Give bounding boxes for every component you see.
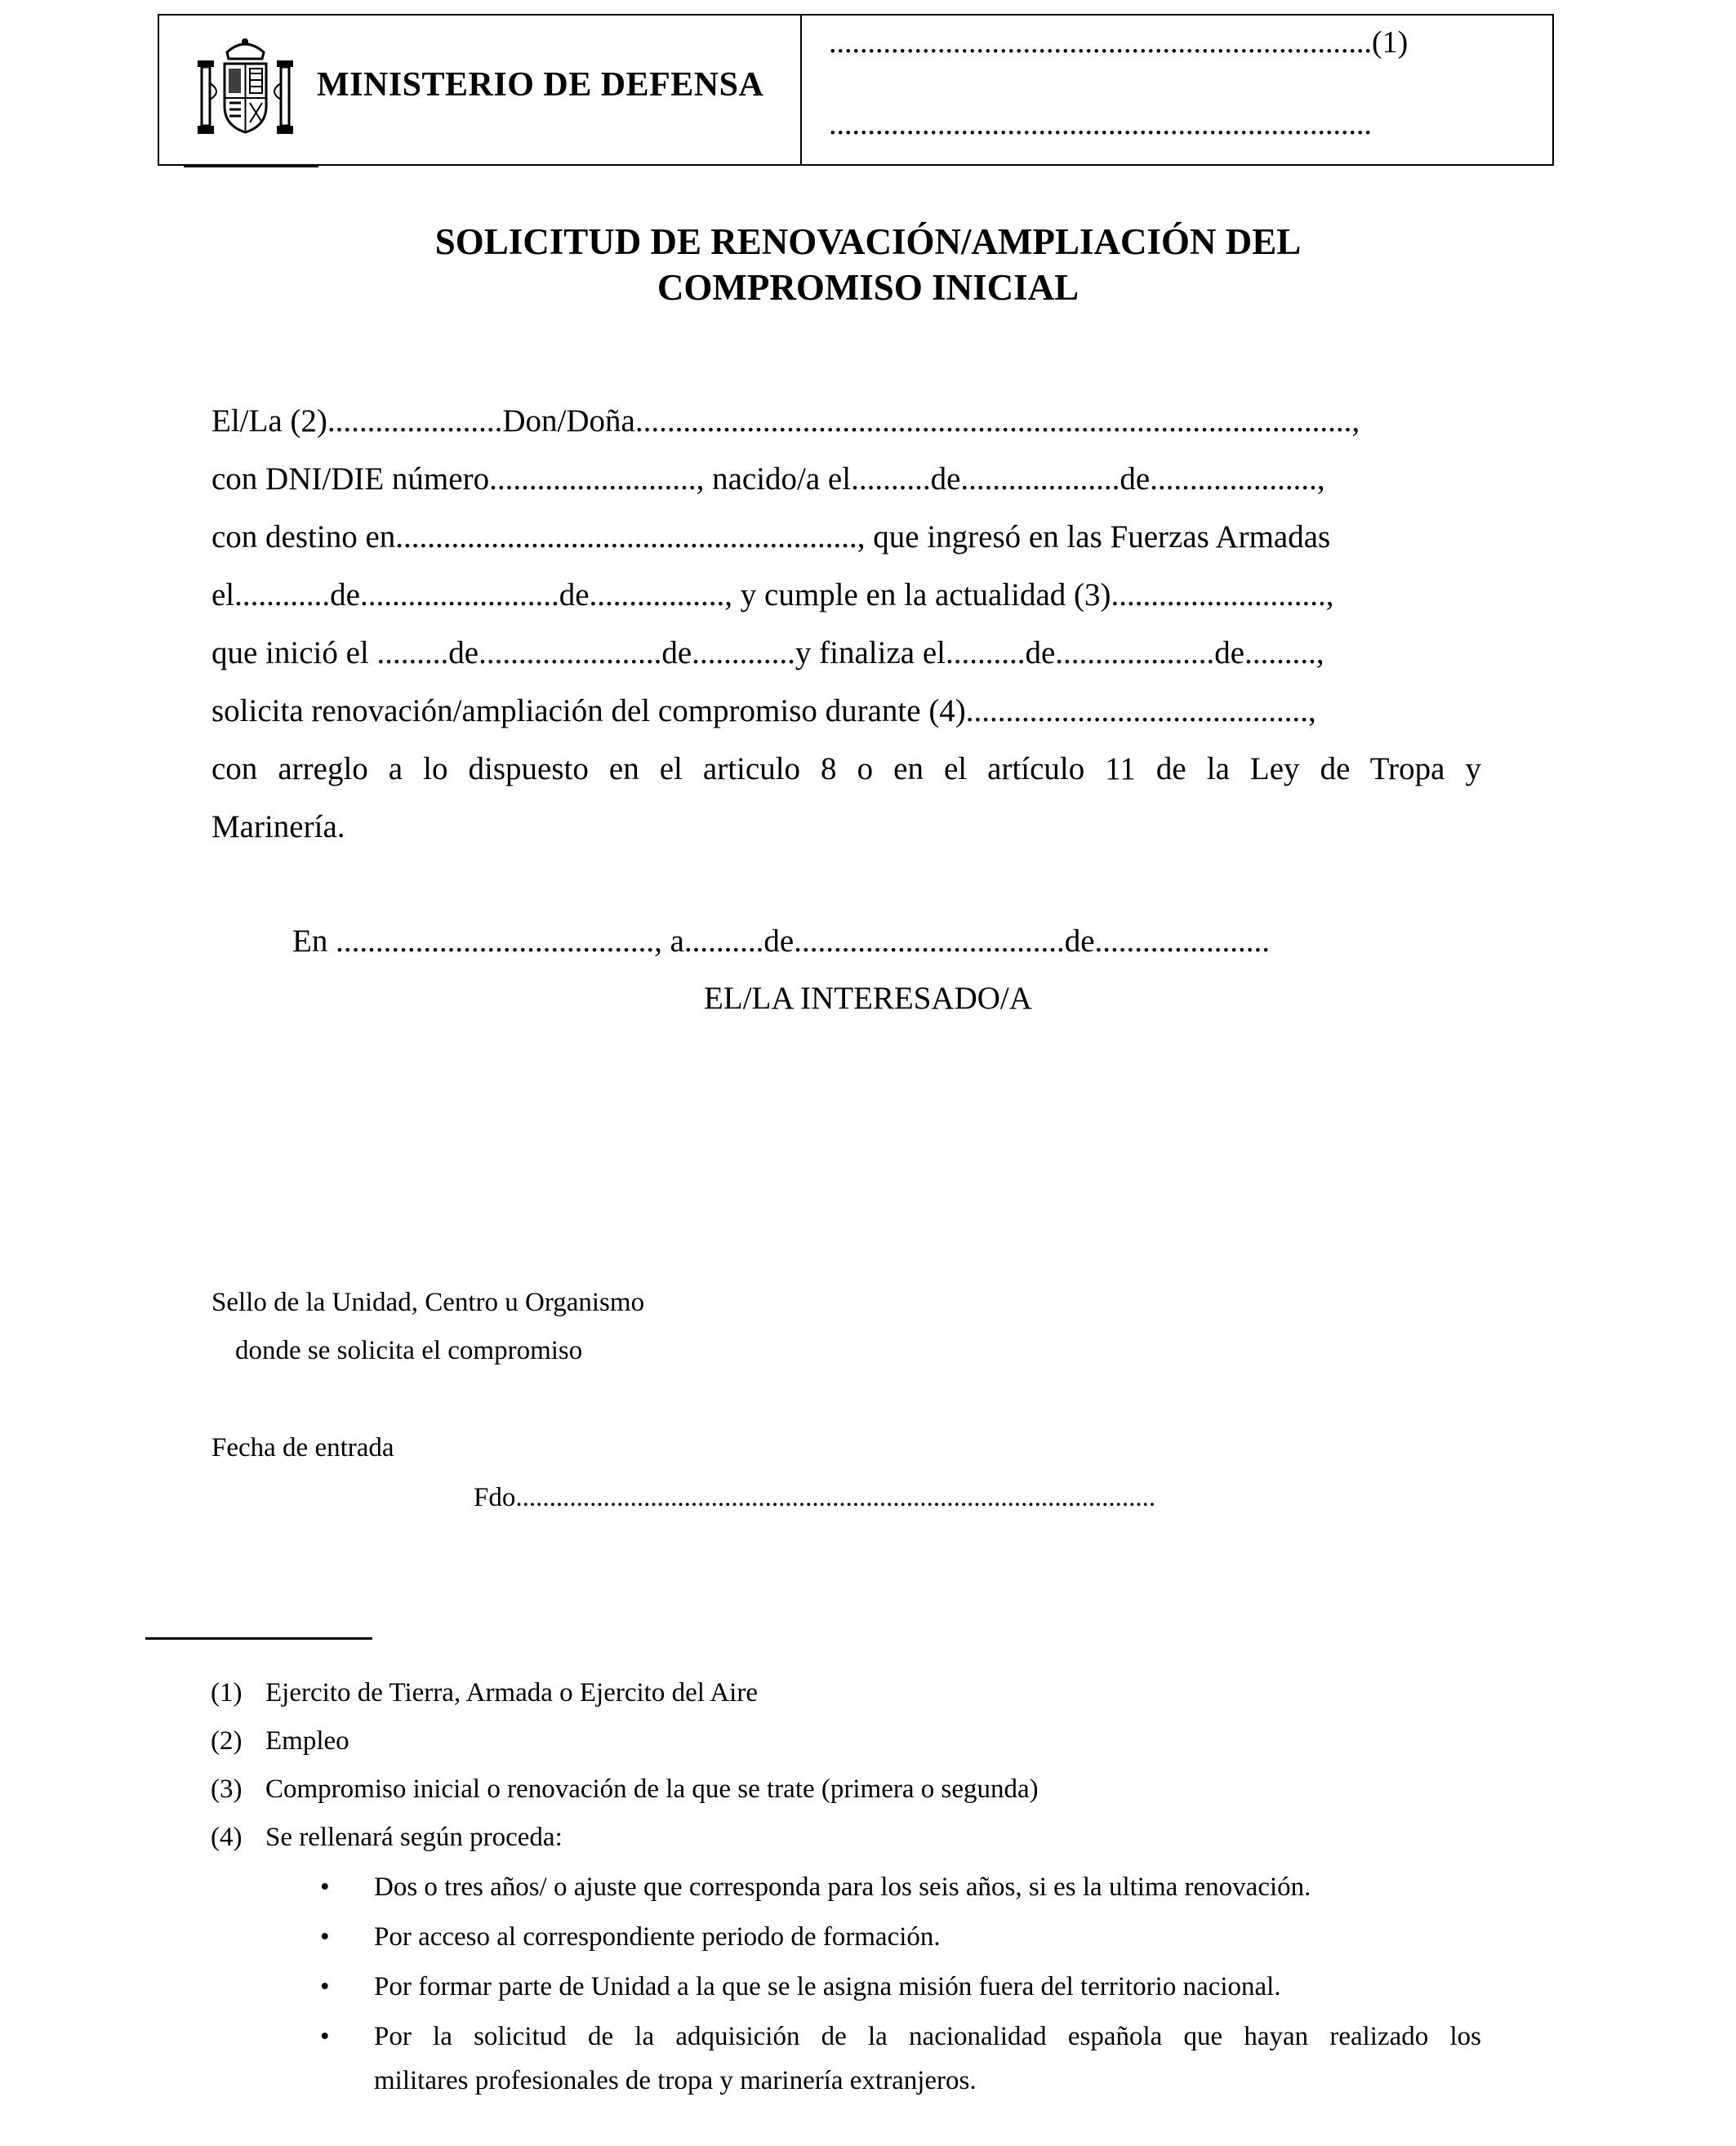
signer-label: EL/LA INTERESADO/A	[704, 981, 1032, 1016]
footnote-text: Se rellenará según proceda:	[265, 1823, 563, 1852]
footnote-text: Ejercito de Tierra, Armada o Ejercito del Aire	[265, 1678, 758, 1707]
footnote-number: (2)	[211, 1726, 243, 1756]
entry-date-label: Fecha de entrada	[211, 1433, 394, 1463]
ministry-name: MINISTERIO DE DEFENSA	[317, 66, 764, 104]
body-line-8: Marinería.	[211, 809, 345, 844]
header-field-army: ......................................................................(1)	[829, 25, 1409, 60]
footnote-rule	[145, 1637, 372, 1640]
body-line-3: con destino en.........................................................., que ingresó en las Fuerzas Armadas	[211, 519, 1331, 554]
body-line-7: con arreglo a lo dispuesto en el articulo 8 o en el artículo 11 de la Ley de Tropa y	[211, 751, 1481, 786]
footnote-text: Empleo	[265, 1726, 349, 1756]
footnote-text: Compromiso inicial o renovación de la que se trate (primera o segunda)	[265, 1774, 1039, 1804]
header-field-unit: ......................................................................	[829, 107, 1372, 141]
bullet-item: Por acceso al correspondiente periodo de formación.	[374, 1922, 941, 1952]
document-title-line1: SOLICITUD DE RENOVACIÓN/AMPLIACIÓN DEL	[434, 221, 1302, 262]
body-line-1: El/La (2)......................Don/Doña..........................................................................................,	[211, 403, 1360, 439]
header-divider	[800, 14, 802, 166]
signature-line: Fdo...............................................................................................	[474, 1483, 1156, 1512]
bullet-item: Por formar parte de Unidad a la que se le asigna misión fuera del territorio nacional.	[374, 1972, 1281, 2001]
bullet-icon: •	[320, 1922, 330, 1952]
place-date-line: En ........................................, a..........de..................................de......................	[292, 924, 1271, 959]
document-title-line2: COMPROMISO INICIAL	[657, 267, 1079, 308]
body-line-2: con DNI/DIE número.........................., nacido/a el..........de....................de.....................,	[211, 461, 1325, 496]
body-line-6: solicita renovación/ampliación del compromiso durante (4)...........................................,	[211, 693, 1316, 728]
body-line-5: que inició el .........de.......................de.............y finaliza el..........de....................de.........,	[211, 635, 1324, 670]
stamp-label-line2: donde se solicita el compromiso	[235, 1336, 583, 1365]
bullet-item: Por la solicitud de la adquisición de la nacionalidad española que hayan realizado los	[374, 2022, 1481, 2051]
bullet-icon: •	[320, 1972, 330, 2001]
body-line-4: el............de.........................de................., y cumple en la actualidad (3)...........................,	[211, 577, 1334, 612]
bullet-item: Dos o tres años/ o ajuste que corresponda para los seis años, si es la ultima renovación.	[374, 1872, 1311, 1902]
coat-of-arms-icon	[190, 34, 300, 140]
header-underline	[184, 165, 318, 167]
footnote-number: (3)	[211, 1774, 243, 1804]
bullet-icon: •	[320, 1872, 330, 1902]
stamp-label-line1: Sello de la Unidad, Centro u Organismo	[211, 1288, 645, 1317]
footnote-number: (1)	[211, 1678, 243, 1707]
bullet-item-continuation: militares profesionales de tropa y marinería extranjeros.	[374, 2066, 977, 2095]
footnote-number: (4)	[211, 1823, 243, 1852]
bullet-icon: •	[320, 2022, 330, 2051]
